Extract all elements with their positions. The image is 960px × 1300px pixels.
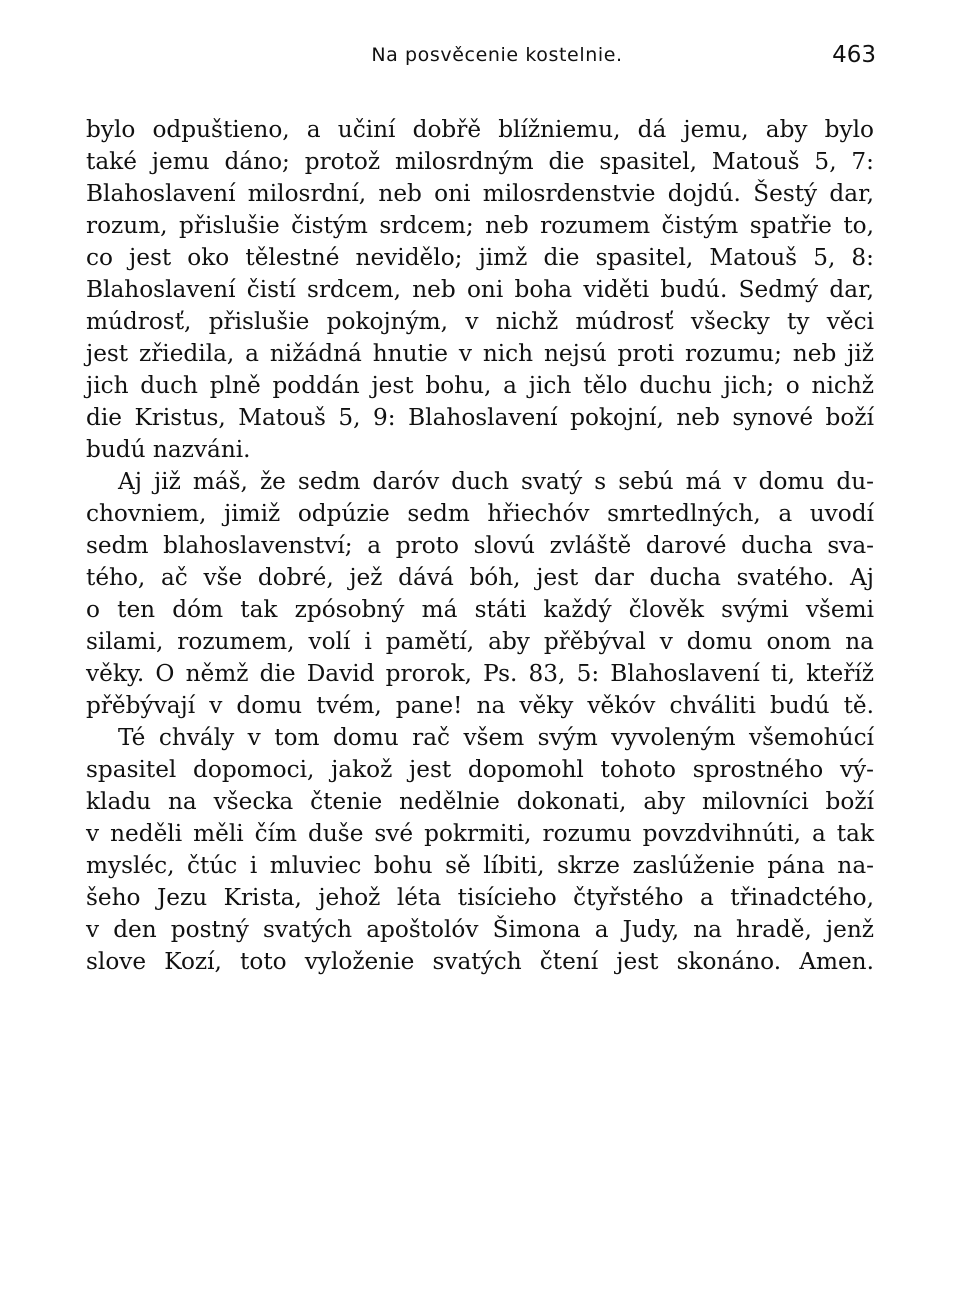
text-line: Blahoslavení milosrdní, neb oni milosrdenstvie dojdú. Šestý dar,: [86, 180, 874, 207]
paragraph-3: [86, 722, 874, 978]
paragraph-2: [86, 466, 874, 722]
text-line: die Kristus, Matouš 5, 9: Blahoslavení pokojní, neb synové boží: [86, 404, 874, 431]
paragraph-1: [86, 114, 874, 466]
text-line: také jemu dáno; protož milosrdným die spasitel, Matouš 5, 7:: [86, 148, 874, 175]
page-number: 463: [832, 42, 876, 68]
text-line: šeho Jezu Krista, jehož léta tisícieho čtyřstého a třinadctého,: [86, 884, 874, 911]
text-line: chovniem, jimiž odpúzie sedm hřiechóv smrtedlných, a uvodí: [86, 500, 874, 527]
text-line: mysléc, čtúc i mluviec bohu sě líbiti, skrze zaslúženie pána na-: [86, 852, 874, 879]
text-line: v neděli měli čím duše své pokrmiti, rozumu povzdvihnúti, a tak: [86, 820, 874, 847]
text-line: jest zřiedila, a nižádná hnutie v nich nejsú proti rozumu; neb již: [86, 340, 874, 367]
text-line: tého, ač vše dobré, jež dává bóh, jest dar ducha svatého. Aj: [86, 564, 874, 591]
text-line: přěbývají v domu tvém, pane! na věky věkóv chváliti budú tě.: [86, 692, 874, 719]
text-line: Aj již máš, že sedm daróv duch svatý s sebú má v domu du-: [118, 468, 874, 495]
text-line: kladu na všecka čtenie nedělnie dokonati, aby milovníci boží: [86, 788, 874, 815]
text-line: budú nazváni.: [86, 436, 251, 463]
text-line: věky. O němž die David prorok, Ps. 83, 5: Blahoslavení ti, kteříž: [86, 660, 874, 687]
body-text: [86, 114, 874, 978]
text-line: Blahoslavení čistí srdcem, neb oni boha viděti budú. Sedmý dar,: [86, 276, 874, 303]
text-line: o ten dóm tak zpósobný má státi každý člověk svými všemi: [86, 596, 874, 623]
text-line: Té chvály v tom domu rač všem svým vyvoleným všemohúcí: [118, 724, 874, 751]
text-line: silami, rozumem, volí i pamětí, aby přěbýval v domu onom na: [86, 628, 874, 655]
running-head: [88, 40, 876, 74]
text-line: slove Kozí, toto vyloženie svatých čtení jest skonáno. Amen.: [86, 948, 874, 975]
text-line: v den postný svatých apoštolóv Šimona a Judy, na hradě, jenž: [86, 916, 874, 943]
text-line: múdrosť, přislušie pokojným, v nichž múdrosť všecky ty věci: [86, 308, 874, 335]
text-line: co jest oko tělestné nevidělo; jimž die spasitel, Matouš 5, 8:: [86, 244, 874, 271]
text-line: jich duch plně poddán jest bohu, a jich tělo duchu jich; o nichž: [86, 372, 874, 399]
text-line: bylo odpuštieno, a učiní dobřě blížniemu, dá jemu, aby bylo: [86, 116, 874, 143]
text-line: sedm blahoslavenství; a proto slovú zvláště darové ducha sva-: [86, 532, 874, 559]
running-title: Na posvěcenie kostelnie.: [371, 44, 623, 66]
text-line: rozum, přislušie čistým srdcem; neb rozumem čistým spatřie to,: [86, 212, 874, 239]
text-line: spasitel dopomoci, jakož jest dopomohl tohoto sprostného vý-: [86, 756, 874, 783]
